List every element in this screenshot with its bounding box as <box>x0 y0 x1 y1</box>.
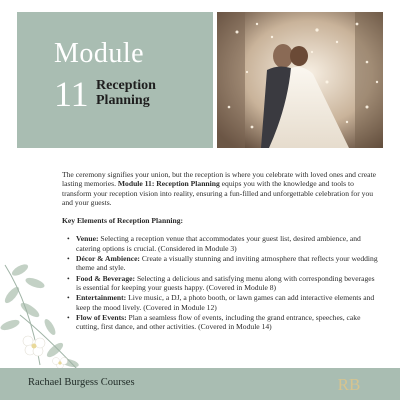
list-item <box>76 313 378 332</box>
list-item-text: Create a visually stunning and inviting atmosphere that reflects your wedding theme and style. <box>76 254 378 273</box>
list-item-term: Venue: <box>76 234 99 244</box>
couple-photo-icon <box>217 12 383 148</box>
list-item-text: Plan a seamless flow of events, including the grand entrance, speeches, cake cutting, first dance, and other activities. (Covered in Module 14) <box>76 312 361 332</box>
intro-text-a: The ceremony signifies your union, but the reception is where you celebrate with loved ones and create lasting memories. <box>62 170 376 189</box>
intro-text-b: equips you with the knowledge and tools to transform your reception vision into reality, ensuring a fun-filled and unforgettable celebration for you and your guests. <box>62 179 374 207</box>
intro-text-bold: Module 11: Reception Planning <box>117 179 220 189</box>
floral-icon <box>0 255 80 375</box>
module-number: 11 <box>54 74 89 114</box>
list-item-term: Décor & Ambience: <box>76 254 140 264</box>
rb-logo-icon <box>335 374 363 394</box>
module-title-line1: Reception <box>96 78 156 93</box>
list-item-text: Live music, a DJ, a photo booth, or lawn games can add interactive elements and keep the mood lively. (Covered in Module 12) <box>76 293 375 312</box>
svg-text:RB: RB <box>337 375 361 394</box>
key-elements-list <box>62 234 378 331</box>
module-title <box>96 78 206 108</box>
list-item-text: Selecting a delicious and satisfying menu along with corresponding beverages is essential for keeping your guests happy. (Covered in Module 8) <box>76 273 375 292</box>
list-item <box>76 274 378 293</box>
couple-photo <box>217 12 383 148</box>
list-item-text: Selecting a reception venue that accommodates your guest list, desired ambience, and catering options is crucial. (Considered in Module 3) <box>76 234 361 253</box>
list-item <box>76 254 378 273</box>
module-title-line2: Planning <box>96 93 150 108</box>
module-content <box>62 170 378 332</box>
list-item-term: Flow of Events: <box>76 312 127 322</box>
module-word: Module <box>54 38 145 69</box>
floral-decoration <box>0 255 80 375</box>
list-item <box>76 234 378 253</box>
list-item-term: Entertainment: <box>76 293 127 303</box>
footer-bar <box>0 368 400 400</box>
list-item <box>76 293 378 312</box>
list-item-term: Food & Beverage: <box>76 273 136 283</box>
intro-paragraph <box>62 170 378 207</box>
brand-name: Rachael Burgess Courses <box>28 377 135 388</box>
section-heading: Key Elements of Reception Planning: <box>62 216 184 226</box>
